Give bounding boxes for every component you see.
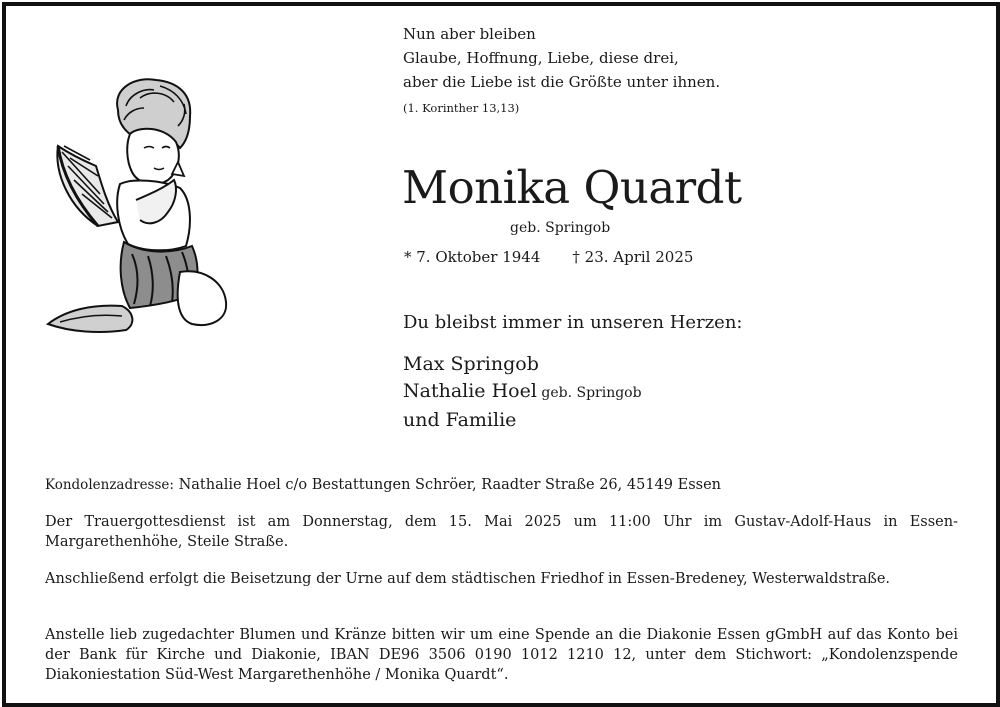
verse-line-2: Glaube, Hoffnung, Liebe, diese drei,: [403, 49, 679, 67]
mourners-list: [403, 351, 642, 434]
death-date: † 23. April 2025: [572, 248, 694, 266]
mourner-2-note: geb. Springob: [536, 385, 642, 401]
service-paragraph: Der Trauergottesdienst ist am Donnerstag, dem 15. Mai 2025 um 11:00 Uhr im Gustav-Adolf-Haus in Essen-Margarethenhöhe, Steile Straße.: [45, 514, 958, 550]
verse-reference: (1. Korinther 13,13): [403, 101, 520, 115]
mourner-family: und Familie: [403, 409, 517, 431]
mourner-2: [403, 378, 642, 407]
mourner-1: Max Springob: [403, 353, 539, 375]
mourner-2-name: Nathalie Hoel: [403, 380, 537, 402]
donation-paragraph: Anstelle lieb zugedachter Blumen und Kränze bitten wir um eine Spende an die Diakonie Essen gGmbH auf das Konto bei der Bank für Kirche und Diakonie, IBAN DE96 3506 0190 1012 1210 12, unter dem Stichwort: „Kondolenzspende Diakoniestation Süd-West Margarethenhöhe / Monika Quardt“.: [45, 627, 958, 683]
birth-date: * 7. Oktober 1944: [404, 248, 541, 266]
praying-angel-icon: [40, 76, 240, 338]
burial-paragraph: Anschließend erfolgt die Beisetzung der Urne auf dem städtischen Friedhof in Essen-Bredeney, Westerwaldstraße.: [45, 571, 891, 587]
life-dates: [404, 247, 693, 267]
address-value: Nathalie Hoel c/o Bestattungen Schröer, Raadter Straße 26, 45149 Essen: [173, 477, 721, 493]
verse-line-1: Nun aber bleiben: [403, 25, 536, 43]
motto: Du bleibst immer in unseren Herzen:: [403, 312, 743, 333]
birth-name: geb. Springob: [510, 220, 611, 236]
deceased-name: Monika Quardt: [402, 161, 742, 214]
verse-line-3: aber die Liebe ist die Größte unter ihnen.: [403, 73, 721, 91]
address-label: Kondolenzadresse:: [45, 477, 174, 493]
condolence-address: [45, 474, 721, 496]
bible-verse: [403, 22, 720, 116]
